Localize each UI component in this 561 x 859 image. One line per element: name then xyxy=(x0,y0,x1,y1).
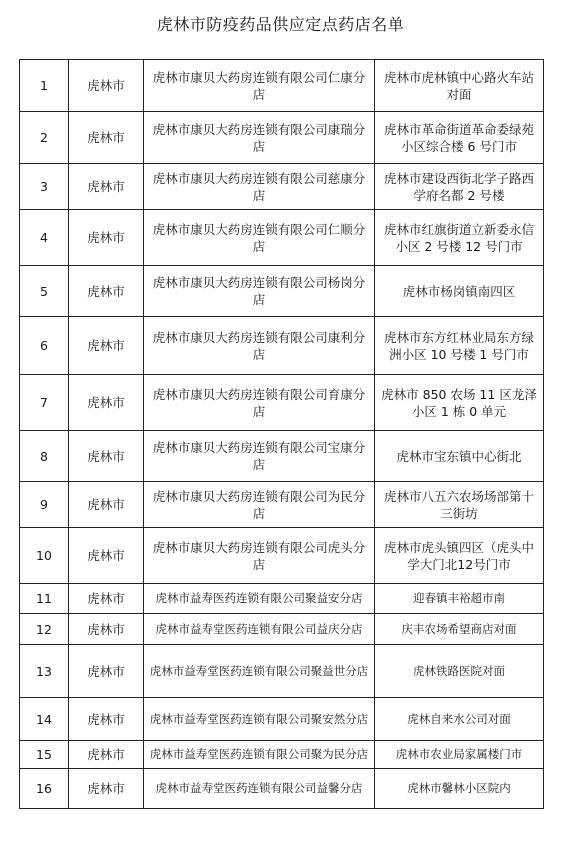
city-cell: 虎林市 xyxy=(69,698,144,741)
pharmacy-name-cell: 虎林市康贝大药房连锁有限公司为民分店 xyxy=(144,482,375,528)
address-cell: 虎林市建设西街北学子路西学府名都 2 号楼 xyxy=(375,164,544,210)
row-number-cell: 15 xyxy=(20,741,69,769)
table-row xyxy=(20,741,544,769)
city-cell: 虎林市 xyxy=(69,164,144,210)
table-row xyxy=(20,375,544,431)
pharmacy-name-cell: 虎林市康贝大药房连锁有限公司仁顺分店 xyxy=(144,210,375,266)
pharmacy-table-body xyxy=(20,60,544,809)
city-cell: 虎林市 xyxy=(69,614,144,645)
row-number-cell: 6 xyxy=(20,317,69,375)
city-cell: 虎林市 xyxy=(69,210,144,266)
address-cell: 虎林自来水公司对面 xyxy=(375,698,544,741)
pharmacy-name-cell: 虎林市康贝大药房连锁有限公司康瑞分店 xyxy=(144,112,375,164)
address-cell: 虎林市革命街道革命委绿苑小区综合楼 6 号门市 xyxy=(375,112,544,164)
row-number-cell: 3 xyxy=(20,164,69,210)
row-number-cell: 8 xyxy=(20,431,69,482)
pharmacy-name-cell: 虎林市益寿堂医药连锁有限公司聚为民分店 xyxy=(144,741,375,769)
city-cell: 虎林市 xyxy=(69,741,144,769)
pharmacy-name-cell: 虎林市益寿堂医药连锁有限公司聚益世分店 xyxy=(144,645,375,698)
table-row xyxy=(20,614,544,645)
city-cell: 虎林市 xyxy=(69,431,144,482)
pharmacy-name-cell: 虎林市康贝大药房连锁有限公司仁康分店 xyxy=(144,60,375,112)
table-row xyxy=(20,266,544,317)
table-row xyxy=(20,431,544,482)
row-number-cell: 11 xyxy=(20,584,69,614)
address-cell: 迎春镇丰裕超市南 xyxy=(375,584,544,614)
row-number-cell: 1 xyxy=(20,60,69,112)
city-cell: 虎林市 xyxy=(69,769,144,809)
table-row xyxy=(20,210,544,266)
address-cell: 庆丰农场希望商店对面 xyxy=(375,614,544,645)
pharmacy-name-cell: 虎林市康贝大药房连锁有限公司慈康分店 xyxy=(144,164,375,210)
city-cell: 虎林市 xyxy=(69,584,144,614)
table-row xyxy=(20,60,544,112)
row-number-cell: 13 xyxy=(20,645,69,698)
table-row xyxy=(20,112,544,164)
pharmacy-name-cell: 虎林市康贝大药房连锁有限公司杨岗分店 xyxy=(144,266,375,317)
pharmacy-name-cell: 虎林市益寿医药连锁有限公司聚益安分店 xyxy=(144,584,375,614)
table-row xyxy=(20,164,544,210)
row-number-cell: 5 xyxy=(20,266,69,317)
row-number-cell: 7 xyxy=(20,375,69,431)
city-cell: 虎林市 xyxy=(69,482,144,528)
table-row xyxy=(20,528,544,584)
pharmacy-name-cell: 虎林市益寿堂医药连锁有限公司益庆分店 xyxy=(144,614,375,645)
address-cell: 虎林市虎林镇中心路火车站对面 xyxy=(375,60,544,112)
table-row xyxy=(20,769,544,809)
address-cell: 虎林市馨林小区院内 xyxy=(375,769,544,809)
pharmacy-name-cell: 虎林市康贝大药房连锁有限公司康利分店 xyxy=(144,317,375,375)
address-cell: 虎林铁路医院对面 xyxy=(375,645,544,698)
row-number-cell: 14 xyxy=(20,698,69,741)
table-row xyxy=(20,698,544,741)
row-number-cell: 10 xyxy=(20,528,69,584)
row-number-cell: 9 xyxy=(20,482,69,528)
address-cell: 虎林市东方红林业局东方绿洲小区 10 号楼 1 号门市 xyxy=(375,317,544,375)
city-cell: 虎林市 xyxy=(69,645,144,698)
row-number-cell: 16 xyxy=(20,769,69,809)
address-cell: 虎林市宝东镇中心街北 xyxy=(375,431,544,482)
address-cell: 虎林市虎头镇四区（虎头中学大门北12号门市 xyxy=(375,528,544,584)
address-cell: 虎林市杨岗镇南四区 xyxy=(375,266,544,317)
table-row xyxy=(20,645,544,698)
city-cell: 虎林市 xyxy=(69,112,144,164)
table-row xyxy=(20,482,544,528)
city-cell: 虎林市 xyxy=(69,266,144,317)
table-row xyxy=(20,584,544,614)
pharmacy-name-cell: 虎林市益寿堂医药连锁有限公司聚安然分店 xyxy=(144,698,375,741)
row-number-cell: 12 xyxy=(20,614,69,645)
pharmacy-name-cell: 虎林市康贝大药房连锁有限公司育康分店 xyxy=(144,375,375,431)
city-cell: 虎林市 xyxy=(69,317,144,375)
row-number-cell: 2 xyxy=(20,112,69,164)
pharmacy-table xyxy=(19,59,544,809)
pharmacy-name-cell: 虎林市益寿堂医药连锁有限公司益馨分店 xyxy=(144,769,375,809)
city-cell: 虎林市 xyxy=(69,375,144,431)
address-cell: 虎林市 850 农场 11 区龙泽小区 1 栋 0 单元 xyxy=(375,375,544,431)
city-cell: 虎林市 xyxy=(69,60,144,112)
city-cell: 虎林市 xyxy=(69,528,144,584)
row-number-cell: 4 xyxy=(20,210,69,266)
address-cell: 虎林市八五六农场场部第十三街坊 xyxy=(375,482,544,528)
address-cell: 虎林市农业局家属楼门市 xyxy=(375,741,544,769)
page-title: 虎林市防疫药品供应定点药店名单 xyxy=(156,15,405,34)
pharmacy-name-cell: 虎林市康贝大药房连锁有限公司虎头分店 xyxy=(144,528,375,584)
table-row xyxy=(20,317,544,375)
pharmacy-name-cell: 虎林市康贝大药房连锁有限公司宝康分店 xyxy=(144,431,375,482)
address-cell: 虎林市红旗街道立新委永信小区 2 号楼 12 号门市 xyxy=(375,210,544,266)
